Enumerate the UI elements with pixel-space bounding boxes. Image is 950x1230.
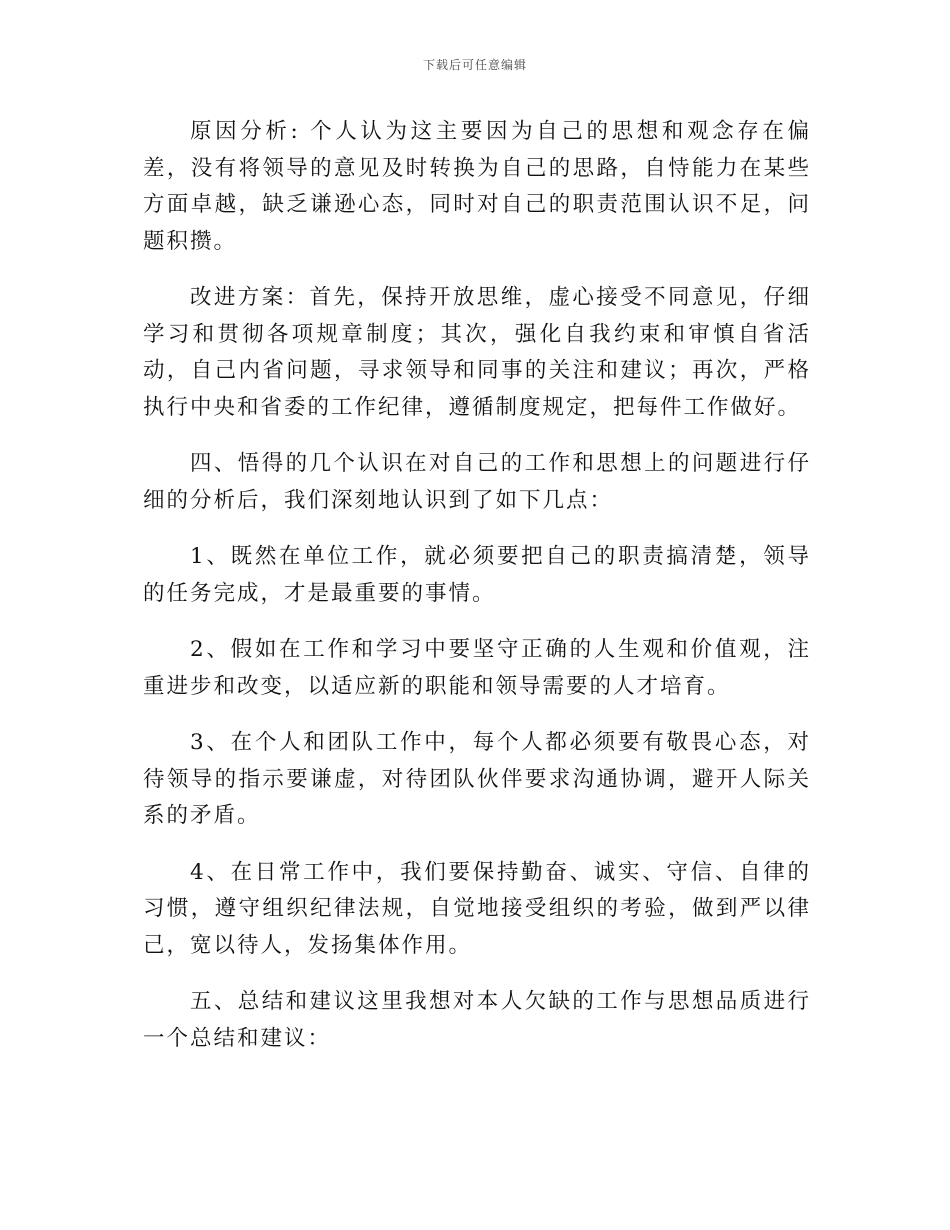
paragraph-point-3: 3、在个人和团队工作中，每个人都必须要有敬畏心态，对待领导的指示要谦虚，对待团队伙伴要求沟通协调，避开人际关系的矛盾。 [143, 730, 811, 828]
document-body [143, 114, 811, 1077]
paragraph-point-4: 4、在日常工作中，我们要保持勤奋、诚实、守信、自律的习惯，遵守组织纪律法规，自觉地接受组织的考验，做到严以律己，宽以待人，发扬集体作用。 [143, 859, 811, 958]
paragraph-point-1: 1、既然在单位工作，就必须要把自己的职责搞清楚，领导的任务完成，才是最重要的事情。 [143, 544, 811, 606]
paragraph-cause-analysis: 原因分析: 个人认为这主要因为自己的思想和观念存在偏差，没有将领导的意见及时转换为自己的思路，自恃能力在某些方面卓越，缺乏谦逊心态，同时对自己的职责范围认识不足，问题积攒。 [143, 119, 811, 254]
paragraph-section-four: 四、悟得的几个认识在对自己的工作和思想上的问题进行仔细的分析后，我们深刻地认识到了如下几点： [143, 451, 811, 513]
paragraph-point-2: 2、假如在工作和学习中要坚守正确的人生观和价值观，注重进步和改变，以适应新的职能和领导需要的人才培育。 [143, 637, 811, 699]
paragraph-improvement-plan: 改进方案：首先，保持开放思维，虚心接受不同意见，仔细学习和贯彻各项规章制度；其次，强化自我约束和审慎自省活动，自己内省问题，寻求领导和同事的关注和建议；再次，严格执行中央和省委的工作纪律，遵循制度规定，把每件工作做好。 [143, 285, 811, 420]
paragraph-section-five: 五、总结和建议这里我想对本人欠缺的工作与思想品质进行一个总结和建议： [143, 989, 811, 1051]
header-note: 下载后可任意编辑 [422, 58, 527, 72]
